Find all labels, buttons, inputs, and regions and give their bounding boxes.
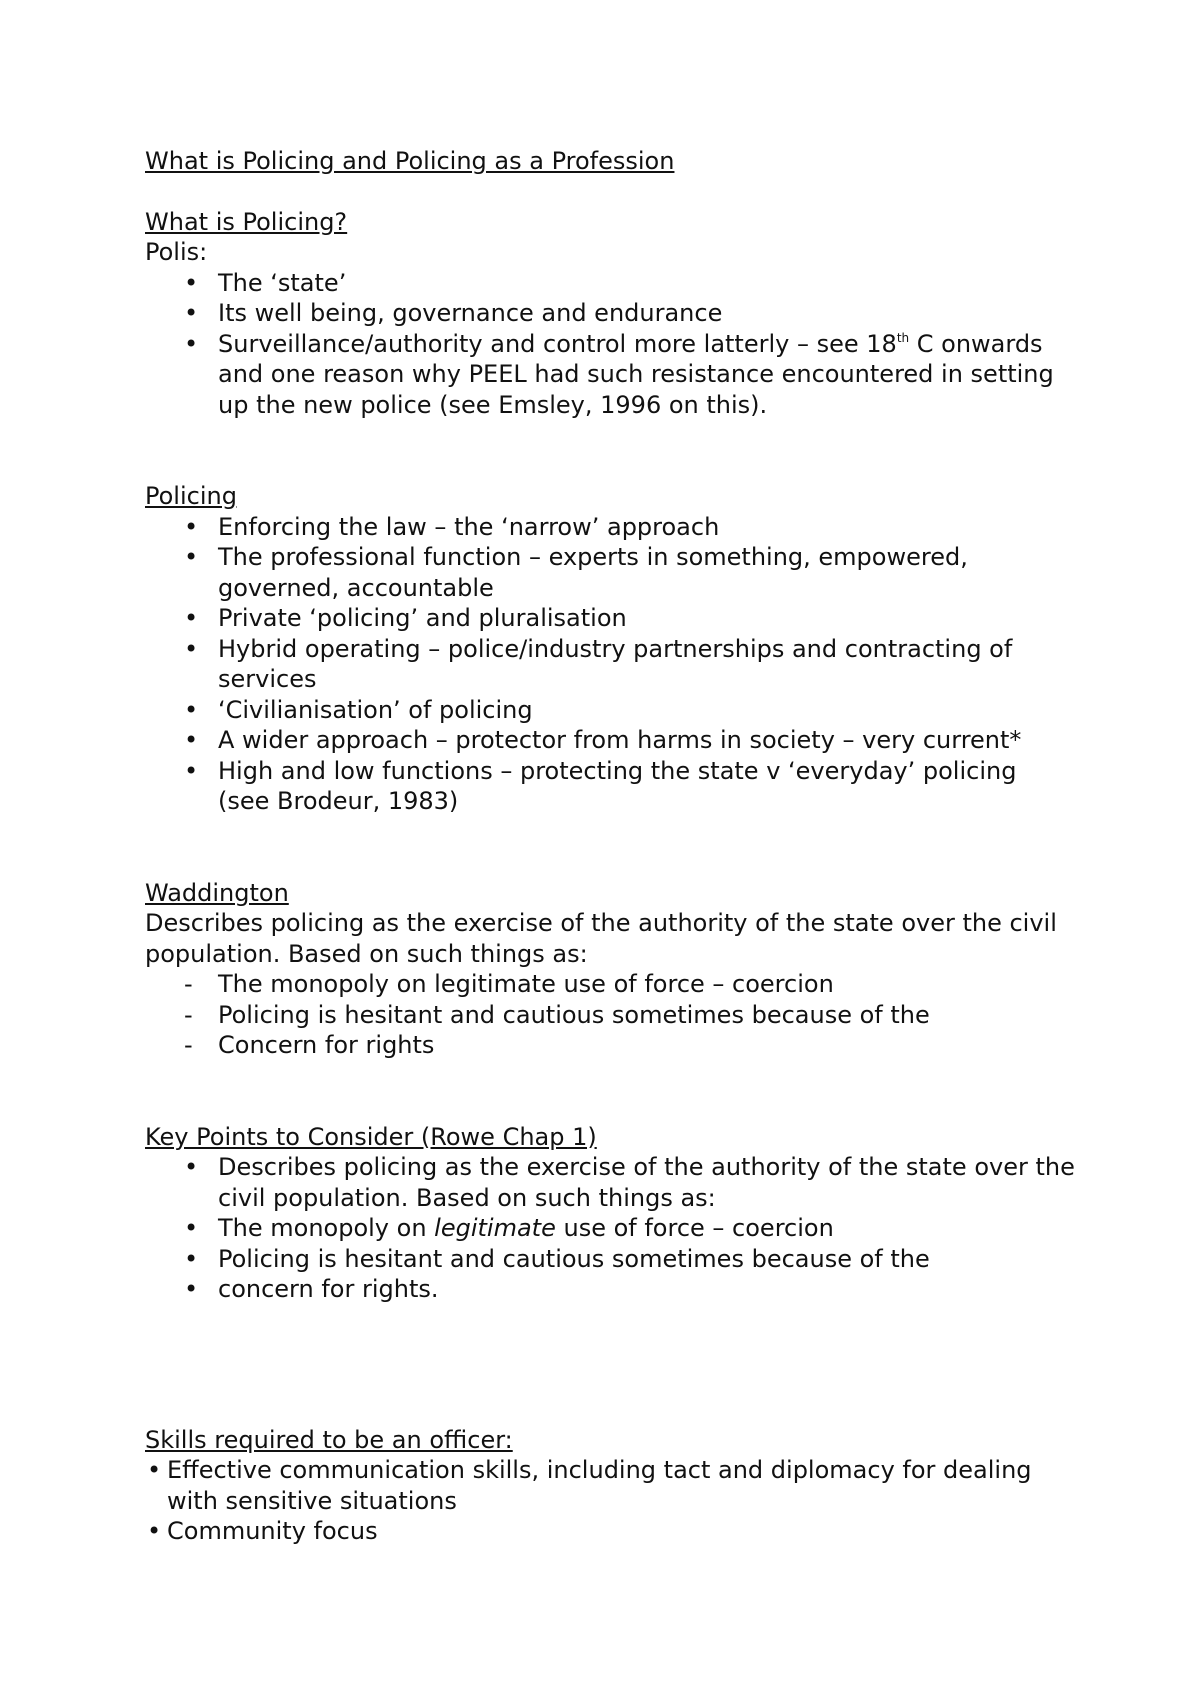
section-heading-key-points: Key Points to Consider (Rowe Chap 1) — [145, 1122, 597, 1151]
list-item: - Concern for rights — [145, 1030, 1075, 1061]
policing-list — [145, 512, 1075, 817]
section-heading-waddington: Waddington — [145, 878, 289, 907]
list-item: • The ‘state’ — [145, 268, 1075, 299]
list-item: • Policing is hesitant and cautious sometimes because of the — [145, 1244, 1075, 1275]
list-item-text: The monopoly on — [218, 1214, 435, 1242]
list-item: • Its well being, governance and endurance — [145, 298, 1075, 329]
section-heading-policing: Policing — [145, 482, 237, 510]
section-heading-what-is-policing: What is Policing? — [145, 207, 348, 236]
list-item: • A wider approach – protector from harms in society – very current* — [145, 725, 1075, 756]
list-item-text: use of force – coercion — [555, 1214, 834, 1242]
list-item-text: C onwards and one reason why PEEL had such resistance encountered in setting up the new police (see Emsley, 1996 on this). — [218, 329, 1054, 419]
polis-label: Polis: — [145, 238, 208, 266]
list-item: • Community focus — [145, 1516, 1075, 1547]
document-title: What is Policing and Policing as a Profession — [145, 147, 675, 175]
ordinal-superscript: th — [896, 330, 910, 345]
list-item: • concern for rights. — [145, 1274, 1075, 1305]
list-item: • Describes policing as the exercise of the authority of the state over the civil population. Based on such things as: — [145, 1152, 1075, 1213]
list-item: • Private ‘policing’ and pluralisation — [145, 603, 1075, 634]
list-item: • ‘Civilianisation’ of policing — [145, 695, 1075, 726]
polis-list — [145, 268, 1075, 421]
skills-list — [145, 1455, 1075, 1547]
section-heading-skills: Skills required to be an officer: — [145, 1425, 513, 1454]
list-item — [145, 1213, 1075, 1244]
list-item-text: Surveillance/authority and control more latterly – see 18 — [218, 329, 897, 358]
waddington-paragraph: Describes policing as the exercise of the authority of the state over the civil population. Based on such things as: — [145, 909, 1057, 968]
document-page — [145, 146, 1075, 1547]
list-item: • Hybrid operating – police/industry partnerships and contracting of services — [145, 634, 1075, 695]
emphasis-legitimate: legitimate — [434, 1214, 556, 1242]
list-item: • The professional function – experts in something, empowered, governed, accountable — [145, 542, 1075, 603]
list-item — [145, 329, 1075, 421]
list-item: • Effective communication skills, including tact and diplomacy for dealing with sensitive situations — [145, 1455, 1075, 1516]
list-item: • High and low functions – protecting the state v ‘everyday’ policing (see Brodeur, 1983) — [145, 756, 1075, 817]
list-item: - The monopoly on legitimate use of force – coercion — [145, 969, 1075, 1000]
list-item: - Policing is hesitant and cautious sometimes because of the — [145, 1000, 1075, 1031]
list-item: • Enforcing the law – the ‘narrow’ approach — [145, 512, 1075, 543]
waddington-list — [145, 969, 1075, 1061]
key-points-list — [145, 1152, 1075, 1305]
